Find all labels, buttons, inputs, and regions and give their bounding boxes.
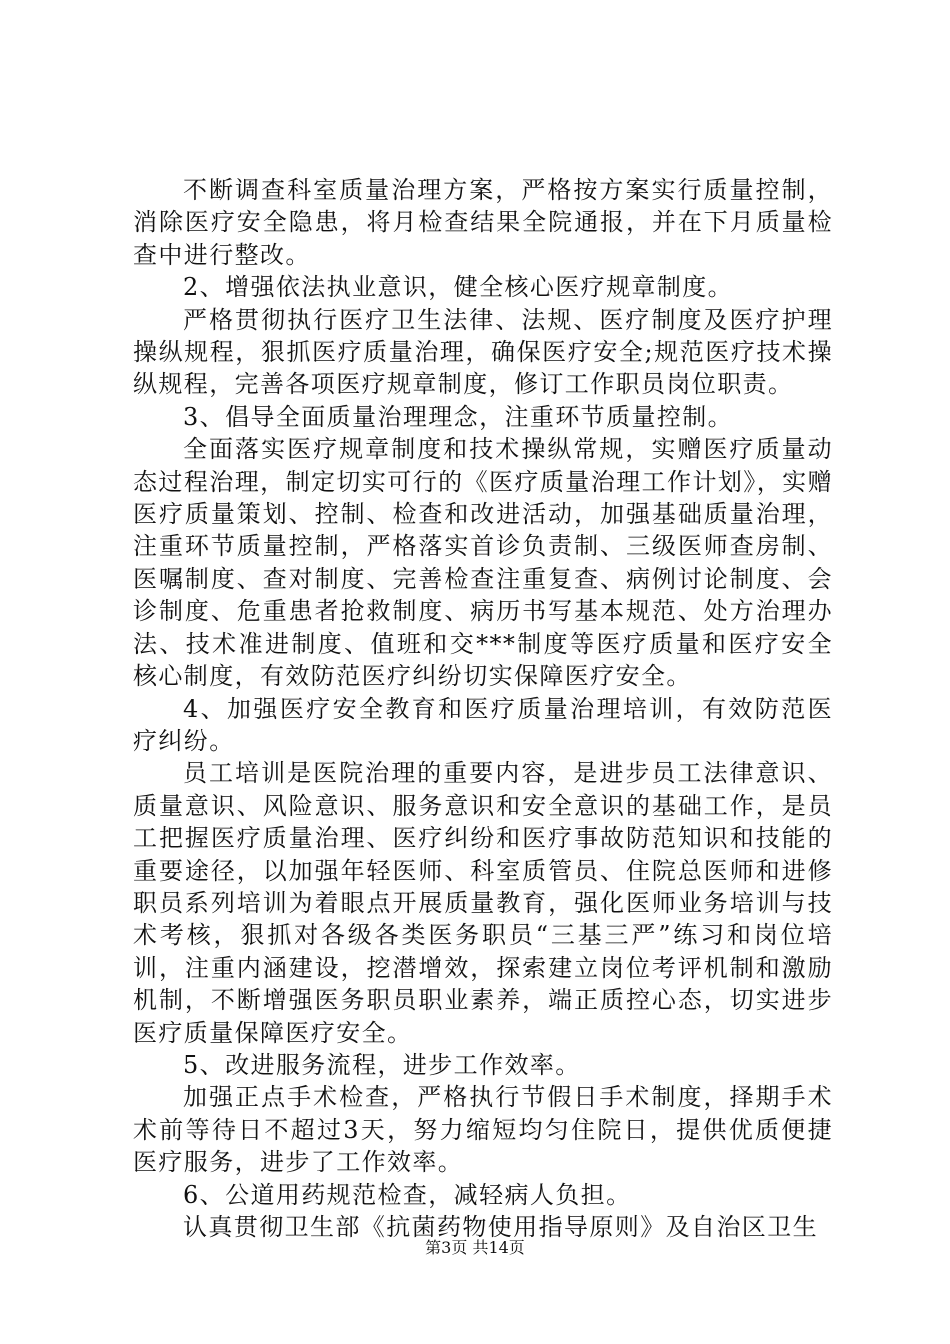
page-number-footer: 第3页 共14页	[425, 1238, 525, 1257]
paragraph-legal-compliance: 严格贯彻执行医疗卫生法律、法规、医疗制度及医疗护理操纵规程，狠抓医疗质量治理，确保医疗安全;规范医疗技术操纵规程，完善各项医疗规章制度，修订工作职员岗位职责。	[133, 305, 833, 399]
heading-item-2: 2、增强依法执业意识，健全核心医疗规章制度。	[183, 273, 734, 302]
heading-item-5: 5、改进服务流程，进步工作效率。	[183, 1050, 581, 1079]
paragraph-staff-training: 员工培训是医院治理的重要内容，是进步员工法律意识、质量意识、风险意识、服务意识和安全意识的基础工作，是员工把握医疗质量治理、医疗纠纷和医疗事故防范知识和技能的重要途径，以加强年轻医师、科室质管员、住院总医师和进修职员系列培训为着眼点开展质量教育，强化医师业务培训与技术考核，狠抓对各级各类医务职员“三基三严”练习和岗位培训，注重内涵建设，挖潜增效，探索建立岗位考评机制和激励机制，不断增强医务职员职业素养，端正质控心态，切实进步医疗质量保障医疗安全。	[133, 759, 833, 1047]
heading-item-4: 4、加强医疗安全教育和医疗质量治理培训，有效防范医疗纠纷。	[133, 694, 833, 755]
paragraph-quality-plan-check: 不断调查科室质量治理方案，严格按方案实行质量控制，消除医疗安全隐患，将月检查结果全院通报，并在下月质量检查中进行整改。	[133, 176, 833, 269]
heading-item-3: 3、倡导全面质量治理理念，注重环节质量控制。	[183, 402, 734, 431]
paragraph-service-process: 加强正点手术检查，严格执行节假日手术制度，择期手术术前等待日不超过3天，努力缩短均匀住院日，提供优质便捷医疗服务，进步了工作效率。	[133, 1083, 833, 1177]
heading-item-6: 6、公道用药规范检查，减轻病人负担。	[183, 1180, 632, 1209]
paragraph-full-quality-management: 全面落实医疗规章制度和技术操纵常规，实赠医疗质量动态过程治理，制定切实可行的《医疗质量治理工作计划》，实赠医疗质量策划、控制、检查和改进活动，加强基础质量治理，注重环节质量控制，严格落实首诊负责制、三级医师查房制、医嘱制度、查对制度、完善检查注重复查、病例讨论制度、会诊制度、危重患者抢救制度、病历书写基本规范、处方治理办法、技术准进制度、值班和交***制度等医疗质量和医疗安全核心制度，有效防范医疗纠纷切实保障医疗安全。	[133, 435, 833, 691]
document-body	[133, 174, 833, 1243]
paragraph-drug-use: 认真贯彻卫生部《抗菌药物使用指导原则》及自治区卫生	[183, 1213, 818, 1241]
